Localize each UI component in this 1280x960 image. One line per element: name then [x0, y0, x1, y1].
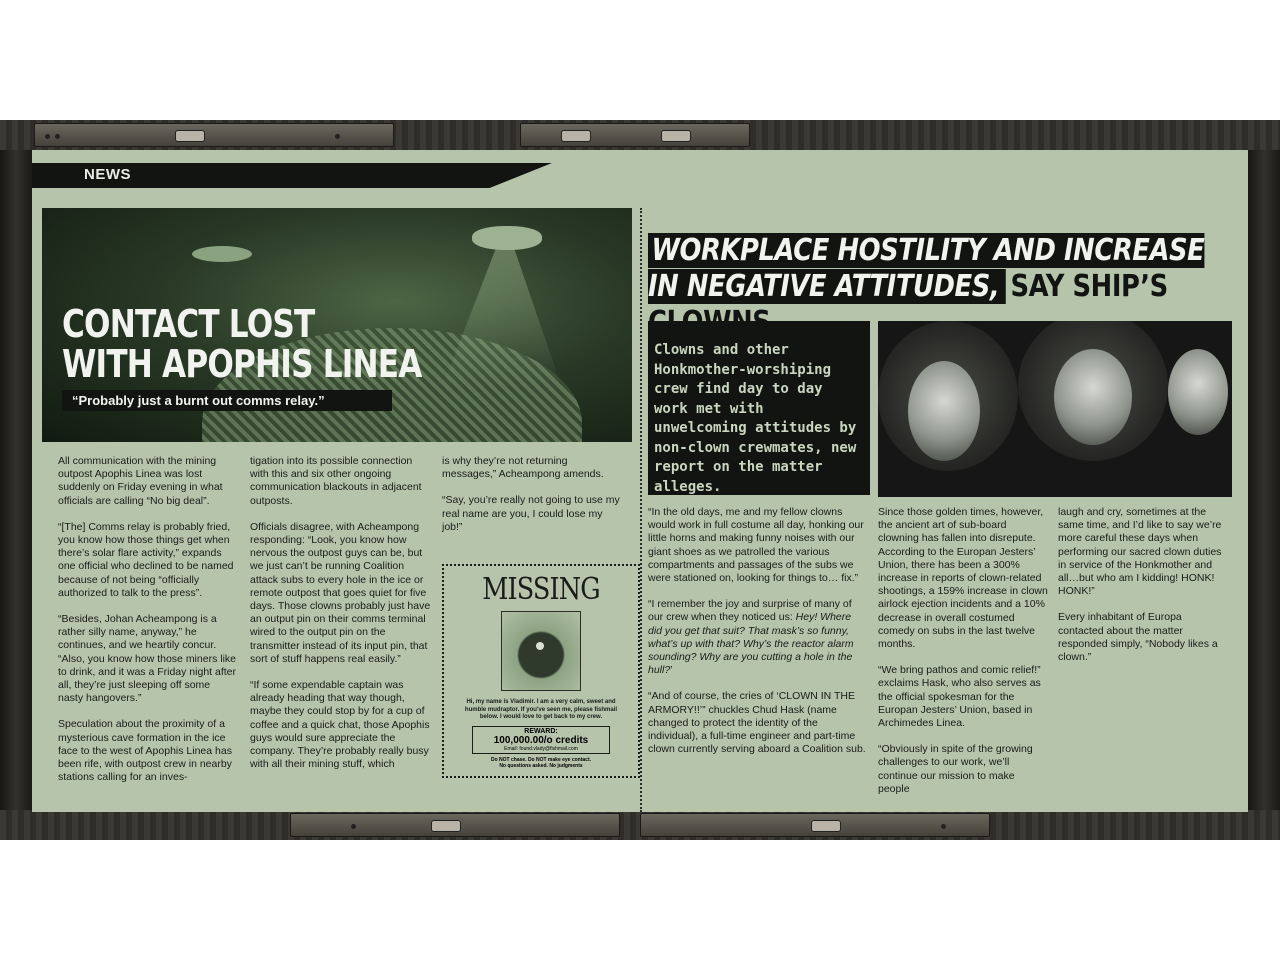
paragraph: “In the old days, me and my fellow clowns would work in full costume all day, honking our little horns and making funny noises with our giant shoes as we patrolled the various compartments and passages of the subs we were stationed on, looking for things to… fix.” [648, 506, 864, 585]
connector-icon [175, 130, 205, 142]
paragraph: “[The] Comms relay is probably fried, you know how those things get when there’s solar flare activity,” expands one official who declined to be named because of not being “officially authorized to talk to the press”. [58, 520, 234, 599]
tab-news[interactable]: NEWS [84, 166, 131, 183]
top-panel-left [34, 123, 394, 147]
paragraph: All communication with the mining outpost Apophis Linea was lost suddenly on Friday evening in what officials are calling “No big deal”. [58, 455, 223, 507]
quote-italic: Hey! Where did you get that suit? That mask’s so funny, what’s up with that? Why’s the reactor alarm sounding? Why are you cutting a hole in the hull? [648, 611, 854, 677]
missing-title: MISSING [482, 572, 600, 607]
paragraph: “We bring pathos and comic relief!” exclaims Hask, who also serves as the official spokesman for the Europan Jesters’ Union, based in Archimedes Linea. [878, 664, 1041, 730]
clown-face [1054, 349, 1132, 445]
paragraph: “And of course, the cries of ‘CLOWN IN THE ARMORY!!’” chuckles Chud Hask (name changed to protect the identity of the individual), a full-time engineer and part-time clown currently serving aboard a Coalition sub. [648, 690, 866, 756]
left-story-column-3 [442, 455, 622, 547]
reward-box [472, 726, 610, 754]
left-headline-line1: CONTACT LOST [62, 302, 315, 346]
clown-face [1168, 349, 1228, 435]
paragraph: tigation into its possible connection with this and six other ongoing communication blackouts in adjacent outposts. [250, 455, 422, 507]
bottom-rail [0, 810, 1280, 840]
right-story-column-3 [1058, 506, 1230, 677]
clown-face [908, 361, 980, 461]
hero-image [42, 208, 632, 442]
paragraph [648, 598, 868, 677]
screw-icon [55, 134, 60, 139]
paragraph: “If some expendable captain was already heading that way though, maybe they could stop by for a cup of coffee and a quick chat, those Apophis guys would sure appreciate the company. They’re probably really busy with all their mining stuff, which [250, 679, 430, 771]
screw-icon [941, 824, 946, 829]
searchlight-graphic [442, 248, 562, 388]
missing-notice [444, 757, 638, 769]
paragraph: “Say, you’re really not going to use my real name are you, I could lose my job!” [442, 494, 620, 533]
submarine-icon [472, 226, 542, 250]
left-headline [62, 304, 456, 384]
screw-icon [351, 824, 356, 829]
connector-icon [811, 820, 841, 832]
left-story-column-2 [250, 455, 432, 784]
paragraph: laugh and cry, sometimes at the same time, and I’d like to say we’re more careful these days when performing our sacred clown duties in service of the Honkmother and all…but who am I kidding! HONK! HONK!” [1058, 506, 1222, 598]
submarine-icon [192, 246, 252, 262]
bottom-panel-right [640, 813, 990, 837]
paragraph: “Obviously in spite of the growing challenges to our work, we’ll continue our mission to make people [878, 743, 1033, 795]
quote-text: “I remember the joy and surprise of many of our crew when they noticed us: [648, 598, 852, 624]
notice-line: Do NOT chase. Do NOT make eye contact. [490, 756, 592, 763]
pull-quote: “Probably just a burnt out comms relay.” [62, 390, 392, 411]
reward-email: Email: found.vlady@fishmail.com [504, 745, 578, 752]
connector-icon [561, 130, 591, 142]
mudraptor-photo [501, 611, 581, 691]
story-summary: Clowns and other Honkmother-worshiping crew find day to day work met with unwelcoming attitudes by non-clown crewmates, new report on the matter alleges. [648, 321, 870, 495]
left-story-column-1 [58, 455, 238, 797]
bottom-panel-left [290, 813, 620, 837]
missing-poster [442, 564, 640, 778]
headline-rest: SAY SHIP’S [1010, 269, 1168, 304]
notice-line: No questions asked. No judgments [499, 762, 583, 769]
paragraph: Speculation about the proximity of a mysterious cave formation in the ice face to the west of Apophis Linea has been rife, with outpost crew in nearby stations calling for an inves- [58, 718, 232, 784]
newspaper-page [42, 208, 1240, 812]
left-rail [0, 150, 32, 810]
right-story-column-2 [878, 506, 1048, 809]
eye-icon [536, 642, 544, 650]
top-panel-mid [520, 123, 750, 147]
paragraph: Since those golden times, however, the ancient art of sub-board clowning has fallen into disrepute. According to the Europan Jesters’ Union, there has been a 300% increase in reports of clown-related shootings, a 159% increase in clown airlock ejection incidents and a 10% decrease in overall costumed comedy on subs in the last twelve months. [878, 506, 1048, 651]
reward-label: REWARD: [524, 727, 558, 735]
quote-close: ’ [670, 664, 673, 677]
column-divider [640, 208, 642, 812]
paragraph: is why they’re not returning messages,” Acheampong amends. [442, 455, 604, 481]
tab-strip [32, 150, 1248, 190]
right-rail [1248, 150, 1280, 810]
headline-highlight: WORKPLACE HOSTILITY AND INCREASE IN NEGATIVE ATTITUDES, [648, 233, 1205, 304]
clowns-photo [878, 321, 1232, 497]
left-headline-line2: WITH APOPHIS LINEA [62, 342, 422, 386]
screw-icon [45, 134, 50, 139]
screw-icon [335, 134, 340, 139]
top-rail [0, 120, 1280, 150]
connector-icon [661, 130, 691, 142]
paragraph: Every inhabitant of Europa contacted about the matter responded simply, “Nobody likes a clown.” [1058, 611, 1218, 664]
news-screen [32, 150, 1248, 812]
paragraph: Officials disagree, with Acheampong responding: “Look, you know how nervous the outpost guys can be, but we just can’t be running Coalition attack subs to every hole in the ice or remote outpost that goes quiet for five days. Those clowns probably just have an output pin on their comms terminal wired to the output pin on the transmitter instead of its input pin, that sort of stuff happens real easily.” [250, 520, 431, 665]
connector-icon [431, 820, 461, 832]
missing-description: Hi, my name is Vladimir. I am a very calm, sweet and humble mudraptor. If you've seen me, please fishmail below. I would love to get back to my crew. [464, 699, 618, 720]
reward-amount: 100,000.00/o credits [493, 734, 589, 746]
right-story-column-1 [648, 506, 868, 769]
paragraph: “Besides, Johan Acheampong is a rather silly name, anyway,” he continues, and we heartily concur. “Also, you know how those miners like to drink, and it was a Friday night after all, they’re just sleeping off some nasty hangovers.” [58, 613, 237, 705]
